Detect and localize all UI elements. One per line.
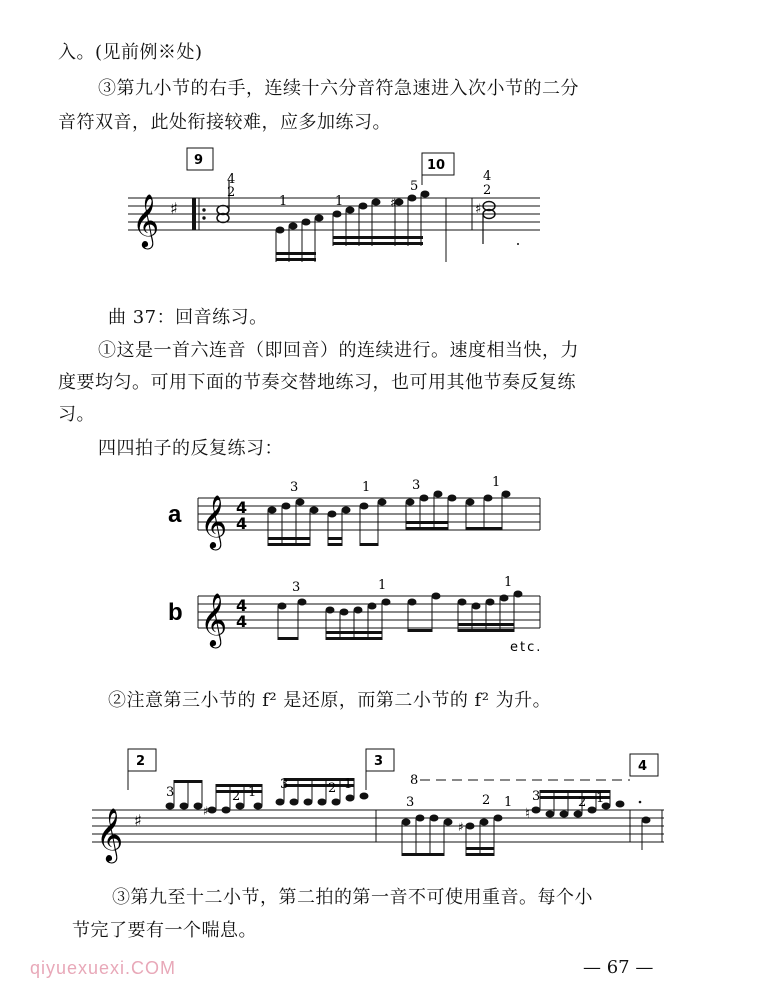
svg-text:1: 1 <box>378 578 387 593</box>
treble-clef-icon: 𝄞 <box>200 592 228 646</box>
measure-number: 9 <box>194 153 204 168</box>
svg-text:♯: ♯ <box>203 804 209 818</box>
svg-text:3: 3 <box>290 480 299 495</box>
svg-text:4: 4 <box>236 514 248 533</box>
text-line: 节完了要有一个喘息。 <box>72 920 257 941</box>
svg-text:1: 1 <box>504 795 513 810</box>
svg-text:♮: ♮ <box>525 806 531 822</box>
svg-text:1: 1 <box>504 575 513 590</box>
svg-text:1: 1 <box>279 194 288 209</box>
treble-clef-icon: 𝄞 <box>200 494 228 548</box>
svg-text:1: 1 <box>492 475 501 490</box>
sharp-icon: ♯ <box>170 199 178 218</box>
svg-text:4: 4 <box>483 169 492 184</box>
svg-text:3: 3 <box>532 789 541 804</box>
svg-text:3: 3 <box>406 795 415 810</box>
svg-text:b: b <box>168 599 183 626</box>
svg-text:a: a <box>168 501 182 528</box>
svg-text:3: 3 <box>374 754 384 769</box>
svg-text:5: 5 <box>410 179 419 194</box>
svg-text:2: 2 <box>578 795 587 810</box>
svg-text:1: 1 <box>344 777 353 792</box>
treble-clef-icon: 𝄞 <box>96 807 124 861</box>
svg-text:2: 2 <box>328 781 337 796</box>
svg-text:4: 4 <box>638 759 648 774</box>
svg-text:10: 10 <box>427 158 446 173</box>
text-line: ②注意第三小节的 f² 是还原，而第二小节的 f² 为升。 <box>108 690 552 711</box>
svg-text:4: 4 <box>236 596 248 615</box>
svg-text:1: 1 <box>335 194 344 209</box>
text-line: 习。 <box>58 404 95 425</box>
svg-text:1: 1 <box>362 480 371 495</box>
svg-text:3: 3 <box>292 580 301 595</box>
svg-text:3: 3 <box>280 777 289 792</box>
sub-heading: 四四拍子的反复练习： <box>98 438 283 459</box>
svg-text:4: 4 <box>236 498 248 517</box>
svg-text:2: 2 <box>227 185 236 200</box>
svg-text:3: 3 <box>412 478 421 493</box>
svg-text:1: 1 <box>248 785 257 800</box>
svg-text:4: 4 <box>227 172 236 187</box>
svg-text:8: 8 <box>410 773 419 788</box>
svg-text:4: 4 <box>236 612 248 631</box>
watermark: qiyuexuexi.COM <box>30 958 177 978</box>
svg-text:1: 1 <box>596 791 605 806</box>
text-line: ①这是一首六连音（即回音）的连续进行。速度相当快，力 <box>98 340 579 361</box>
text-line: 音符双音，此处衔接较难，应多加练习。 <box>58 112 391 133</box>
svg-text:♯: ♯ <box>475 202 482 217</box>
song-title: 曲 37：回音练习。 <box>108 307 268 328</box>
svg-text:♯: ♯ <box>458 820 464 834</box>
text-line: 度要均匀。可用下面的节奏交替地练习，也可用其他节奏反复练 <box>58 372 576 393</box>
svg-text:2: 2 <box>232 789 241 804</box>
text-line: 入。(见前例※处) <box>58 42 203 63</box>
text-line: ③第九至十二小节，第二拍的第一音不可使用重音。每个小 <box>112 887 593 908</box>
svg-text:♯: ♯ <box>390 196 397 211</box>
svg-text:2: 2 <box>482 793 491 808</box>
page-number: — 67 — <box>583 957 654 978</box>
treble-clef-icon: 𝄞 <box>132 193 160 247</box>
text-line: ③第九小节的右手，连续十六分音符急速进入次小节的二分 <box>98 78 579 99</box>
svg-text:2: 2 <box>136 754 146 769</box>
svg-text:etc.: etc. <box>510 640 543 655</box>
sharp-icon: ♯ <box>134 811 142 830</box>
svg-text:2: 2 <box>483 183 492 198</box>
svg-text:3: 3 <box>166 785 175 800</box>
